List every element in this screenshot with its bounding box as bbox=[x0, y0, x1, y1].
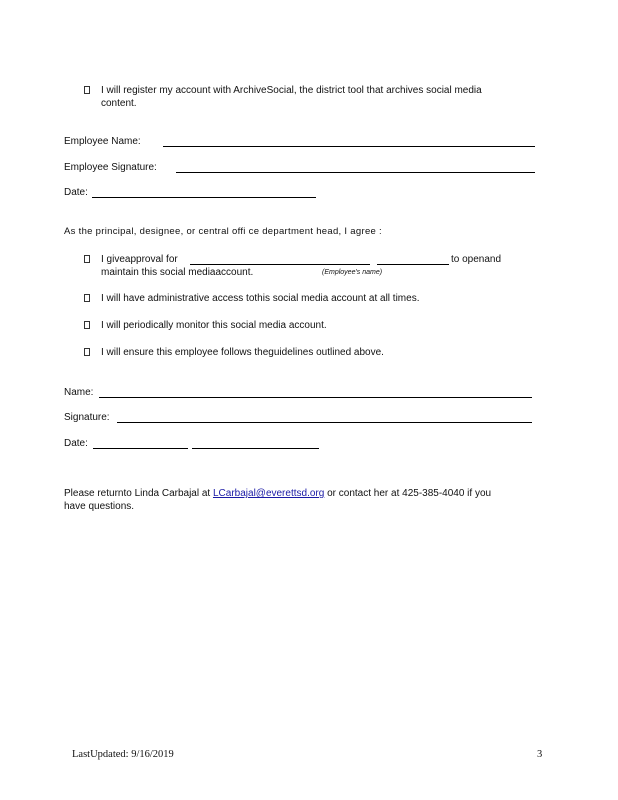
signoff-signature-field[interactable] bbox=[117, 422, 532, 423]
signoff-signature-label: Signature: bbox=[64, 412, 110, 423]
employee-date-field[interactable] bbox=[92, 197, 316, 198]
approval-suffix: to openand bbox=[451, 254, 502, 265]
approval-prefix: I giveapproval for bbox=[101, 254, 178, 265]
archive-social-text-line2: content. bbox=[101, 98, 137, 109]
checkbox-bullet-icon bbox=[84, 86, 90, 94]
signoff-date-field[interactable] bbox=[93, 448, 188, 449]
principal-agree-heading: As the principal, designee, or central offi ce department head, I agree : bbox=[64, 226, 382, 237]
checkbox-bullet-icon bbox=[84, 321, 90, 329]
employee-signature-label: Employee Signature: bbox=[64, 162, 157, 173]
employee-date-label: Date: bbox=[64, 187, 88, 198]
archive-social-text-line1: I will register my account with ArchiveSocial, the district tool that archives social media bbox=[101, 85, 482, 96]
page-number: 3 bbox=[537, 749, 543, 760]
checkbox-bullet-icon bbox=[84, 348, 90, 356]
contact-line2: have questions. bbox=[64, 501, 135, 512]
checkbox-bullet-icon bbox=[84, 294, 90, 302]
employee-name-field[interactable] bbox=[163, 146, 535, 147]
contact-line1 bbox=[64, 488, 491, 499]
employee-signature-field[interactable] bbox=[176, 172, 535, 173]
contact-prefix: Please returnto Linda Carbajal at bbox=[64, 488, 211, 499]
contact-suffix: or contact her at 425-385-4040 if you bbox=[324, 488, 492, 499]
contact-email-link[interactable]: LCarbajal@everettsd.org bbox=[212, 488, 325, 499]
signoff-date-label: Date: bbox=[64, 438, 88, 449]
principal-bullet-monitor: I will periodically monitor this social media account. bbox=[101, 320, 327, 331]
approval-line2: maintain this social mediaaccount. bbox=[101, 267, 254, 278]
signoff-name-label: Name: bbox=[64, 387, 94, 398]
approval-second-field[interactable] bbox=[377, 264, 449, 265]
employee-name-hint: (Employee's name) bbox=[322, 269, 383, 276]
checkbox-bullet-icon bbox=[84, 255, 90, 263]
employee-name-label: Employee Name: bbox=[64, 136, 141, 147]
signoff-name-field[interactable] bbox=[99, 397, 532, 398]
last-updated: LastUpdated: 9/16/2019 bbox=[72, 749, 174, 760]
principal-bullet-guidelines: I will ensure this employee follows theguidelines outlined above. bbox=[101, 347, 384, 358]
employee-approval-name-field[interactable] bbox=[190, 264, 370, 265]
principal-bullet-admin-access: I will have administrative access tothis social media account at all times. bbox=[101, 293, 420, 304]
signoff-date-field-2[interactable] bbox=[192, 448, 319, 449]
